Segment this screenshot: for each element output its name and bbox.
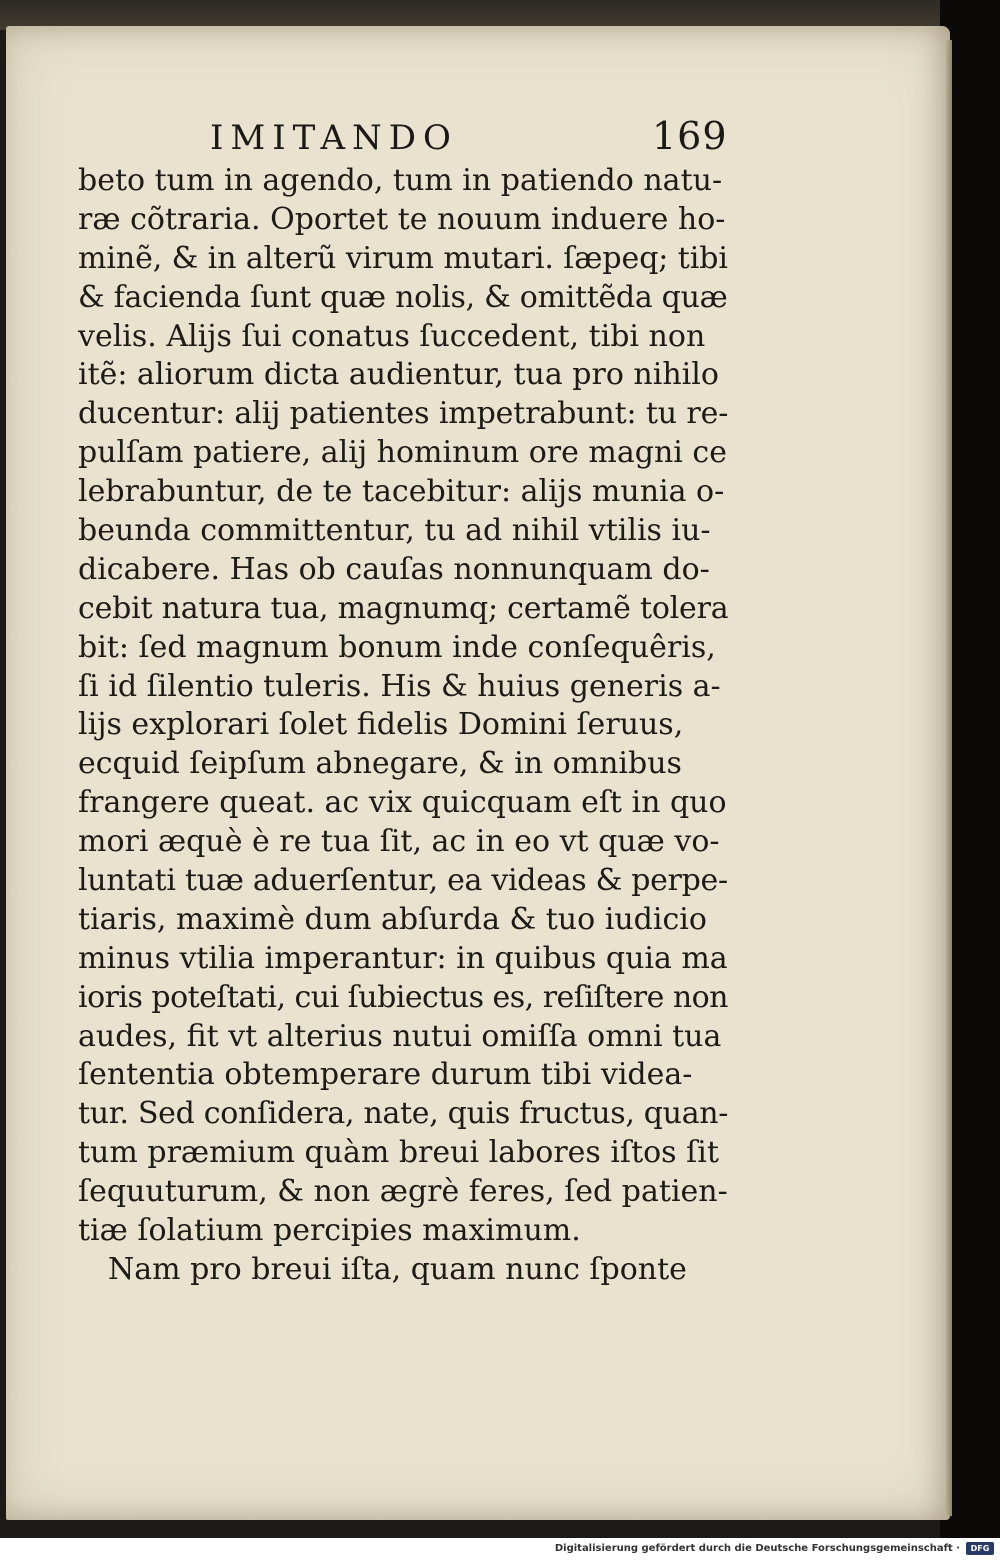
text-line-14: ſi id ſilentio tuleris. His & huius generis a- xyxy=(78,668,721,704)
text-line-18: mori æquè è re tua ſit, ac in eo vt quæ vo- xyxy=(78,824,720,860)
text-line-2: ræ cõtraria. Oportet te nouum induere ho- xyxy=(78,201,726,237)
text-line-9: lebrabuntur, de te tacebitur: alijs munia o- xyxy=(78,474,725,510)
text-line-11: dicabere. Has ob cauſas nonnunquam do- xyxy=(78,551,710,587)
text-line-8: pulſam patiere, alij hominum ore magni ce xyxy=(78,435,727,471)
text-line-23: audes, fit vt alterius nutui omiſſa omni tua xyxy=(78,1018,722,1054)
text-line-6: itẽ: aliorum dicta audientur, tua pro nihilo xyxy=(78,357,719,393)
text-line-24: ſententia obtemperare durum tibi videa- xyxy=(78,1057,693,1093)
page-edge xyxy=(946,40,952,1516)
funding-credit: Digitalisierung gefördert durch die Deutsche Forschungsgemeinschaft · xyxy=(554,1543,960,1554)
text-line-7: ducentur: alij patientes impetrabunt: tu re- xyxy=(78,396,729,432)
text-line-17: frangere queat. ac vix quicquam eſt in quo xyxy=(78,785,727,821)
text-line-5: velis. Alijs ſui conatus ſuccedent, tibi non xyxy=(78,318,706,354)
text-line-22: ioris poteſtati, cui ſubiectus es, reſiſtere non xyxy=(78,979,728,1015)
text-line-10: beunda committentur, tu ad nihil vtilis iu- xyxy=(78,513,711,549)
text-line-4: & facienda ſunt quæ nolis, & omittẽda quæ xyxy=(78,279,728,315)
text-line-27: ſequuturum, & non ægrè feres, ſed patien- xyxy=(78,1174,728,1210)
text-line-25: tur. Sed conſidera, nate, quis fructus, quan- xyxy=(78,1096,729,1132)
text-line-3: minẽ, & in alterũ virum mutari. ſæpeq; tibi xyxy=(78,240,728,276)
text-line-12: cebit natura tua, magnumq; certamẽ tolera xyxy=(78,590,729,626)
text-line-20: tiaris, maximè dum abſurda & tuo iudicio xyxy=(78,901,707,937)
text-line-16: ecquid ſeipſum abnegare, & in omnibus xyxy=(78,746,682,782)
text-line-26: tum præmium quàm breui labores iſtos ſit xyxy=(78,1135,719,1171)
text-line-28: tiæ ſolatium percipies maximum. xyxy=(78,1213,581,1249)
body-text xyxy=(78,162,728,1290)
text-line-13: bit: ſed magnum bonum inde conſequêris, xyxy=(78,629,716,665)
text-line-15: lijs explorari ſolet fidelis Domini ſeruus, xyxy=(78,707,684,743)
text-line-29: Nam pro breui iſta, quam nunc ſponte xyxy=(108,1251,687,1287)
dfg-logo: DFG xyxy=(966,1542,994,1555)
text-line-19: luntati tuæ aduerſentur, ea videas & perpe- xyxy=(78,863,728,899)
text-line-1: beto tum in agendo, tum in patiendo natu- xyxy=(78,163,723,198)
running-head: IMITANDO xyxy=(210,118,458,158)
page-number: 169 xyxy=(652,114,728,158)
text-line-21: minus vtilia imperantur: in quibus quia ma xyxy=(78,940,728,976)
